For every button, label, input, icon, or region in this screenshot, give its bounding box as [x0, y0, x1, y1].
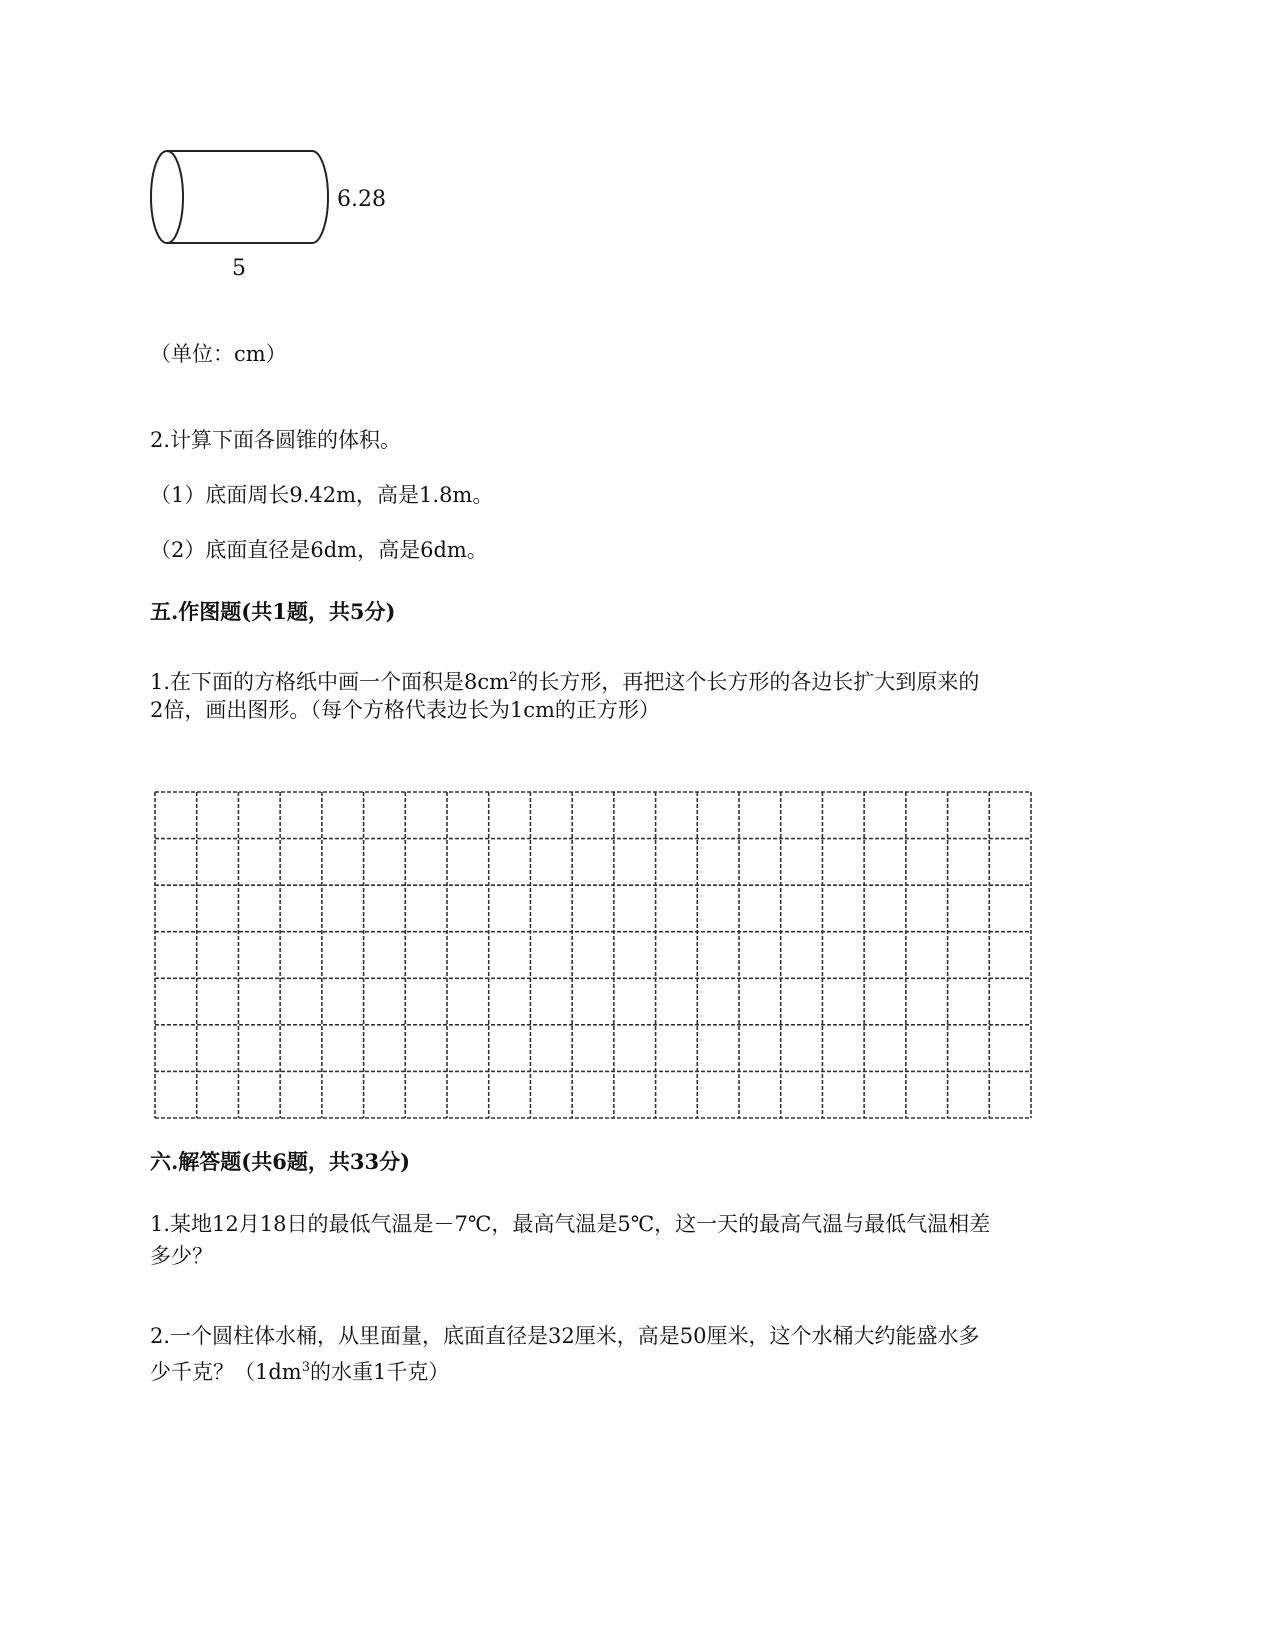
question-6-2-line-2	[150, 1350, 449, 1390]
q5-1-text-b: 的长方形，再把这个长方形的各边长扩大到原来的	[517, 670, 980, 694]
question-4-2-item-1: （1）底面周长9.42m，高是1.8m。	[150, 483, 494, 507]
question-5-1-line-2: 2倍，画出图形。（每个方格代表边长为1cm的正方形）	[150, 698, 660, 722]
unit-note: （单位：cm）	[150, 342, 287, 366]
question-4-2-title: 2.计算下面各圆锥的体积。	[150, 428, 402, 452]
q5-1-text-a: 1.在下面的方格纸中画一个面积是8cm	[150, 670, 510, 694]
grid-paper	[153, 790, 1033, 1120]
q6-2-superscript: 3	[301, 1360, 310, 1375]
question-6-1-line-1: 1.某地12月18日的最低气温是－7℃，最高气温是5℃，这一天的最高气温与最低气温相差	[150, 1212, 991, 1236]
q5-1-superscript: 2	[509, 670, 518, 685]
q6-2-text-a: 少千克？（1dm	[150, 1360, 302, 1384]
cylinder-height-label: 6.28	[337, 187, 386, 212]
q6-2-text-b: 的水重1千克）	[310, 1360, 450, 1384]
cylinder-figure	[150, 150, 410, 280]
question-4-2-item-2: （2）底面直径是6dm，高是6dm。	[150, 538, 488, 562]
question-6-2-line-1: 2.一个圆柱体水桶，从里面量，底面直径是32厘米，高是50厘米，这个水桶大约能盛水多	[150, 1324, 980, 1348]
cylinder-length-label: 5	[232, 256, 246, 281]
question-6-1-line-2: 多少？	[150, 1244, 213, 1268]
section-6-heading: 六.解答题(共6题，共33分)	[150, 1149, 411, 1174]
section-5-heading: 五.作图题(共1题，共5分)	[150, 599, 396, 624]
